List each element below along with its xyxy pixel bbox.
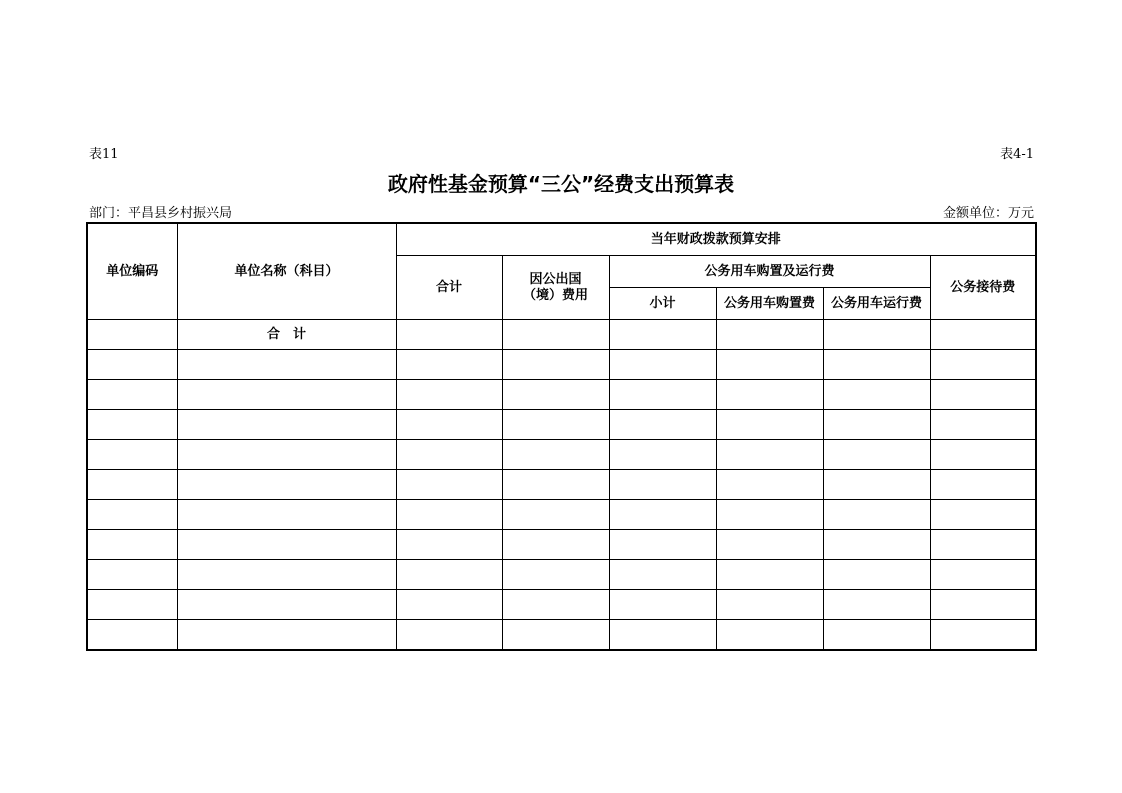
table-cell: [87, 530, 177, 560]
table-cell: [930, 530, 1036, 560]
table-row: [87, 380, 1036, 410]
table-cell: [716, 320, 823, 350]
table-row: [87, 590, 1036, 620]
table-row: [87, 560, 1036, 590]
table-cell: [716, 530, 823, 560]
header-unit-name: 单位名称（科目）: [177, 223, 396, 320]
budget-table: [86, 222, 1037, 651]
table-cell: [823, 410, 930, 440]
table-cell: [823, 380, 930, 410]
table-cell: [609, 320, 716, 350]
table-cell: [87, 590, 177, 620]
table-number: 表11: [89, 147, 119, 162]
table-cell: [502, 380, 609, 410]
table-cell: [823, 500, 930, 530]
table-cell: [87, 560, 177, 590]
table-cell: [930, 620, 1036, 651]
table-cell: [502, 470, 609, 500]
table-cell: [396, 590, 502, 620]
page-title: 政府性基金预算“三公”经费支出预算表: [387, 172, 735, 196]
table-cell: [930, 470, 1036, 500]
table-cell: [396, 410, 502, 440]
table-cell: [609, 560, 716, 590]
table-cell: [716, 560, 823, 590]
table-cell: [502, 440, 609, 470]
header-unit-code: 单位编码: [87, 223, 177, 320]
table-cell: [502, 350, 609, 380]
form-number: 表4-1: [1000, 147, 1034, 162]
table-cell: [177, 380, 396, 410]
table-cell: [177, 440, 396, 470]
table-cell: [716, 590, 823, 620]
table-row: [87, 620, 1036, 651]
table-cell: [823, 590, 930, 620]
table-cell: [396, 560, 502, 590]
table-cell: [930, 320, 1036, 350]
table-row: [87, 500, 1036, 530]
table-cell: [716, 500, 823, 530]
table-cell: [930, 410, 1036, 440]
department-label: 部门：平昌县乡村振兴局: [89, 206, 233, 221]
table-row: [87, 440, 1036, 470]
table-cell: [823, 440, 930, 470]
table-cell: [502, 620, 609, 651]
table-cell: [716, 410, 823, 440]
table-cell: [177, 350, 396, 380]
table-cell: [716, 440, 823, 470]
table-row: [87, 410, 1036, 440]
table-cell: [177, 500, 396, 530]
table-cell: [502, 560, 609, 590]
table-cell: [502, 320, 609, 350]
table-cell: [930, 380, 1036, 410]
table-cell: [396, 530, 502, 560]
table-cell: [609, 410, 716, 440]
table-cell: [396, 320, 502, 350]
table-cell: [609, 620, 716, 651]
table-cell: [502, 410, 609, 440]
header-subtotal: 小计: [609, 288, 716, 320]
table-cell: [502, 530, 609, 560]
table-cell: [930, 560, 1036, 590]
table-row-total: [87, 320, 1036, 350]
table-cell: [87, 470, 177, 500]
header-vehicle-operation: 公务用车运行费: [823, 288, 930, 320]
table-cell: [396, 620, 502, 651]
table-cell: [177, 470, 396, 500]
table-cell: [930, 500, 1036, 530]
header-current-year-group: 当年财政拨款预算安排: [396, 223, 1036, 256]
table-cell: [823, 470, 930, 500]
table-cell: [87, 320, 177, 350]
table-cell: [609, 530, 716, 560]
table-cell: [396, 500, 502, 530]
table-cell: [502, 590, 609, 620]
header-total: 合计: [396, 256, 502, 320]
table-cell: [87, 440, 177, 470]
header-reception: 公务接待费: [930, 256, 1036, 320]
header-vehicle-purchase: 公务用车购置费: [716, 288, 823, 320]
total-row-label: 合 计: [177, 320, 396, 350]
table-cell: [177, 530, 396, 560]
table-cell: [177, 410, 396, 440]
amount-unit-label: 金额单位：万元: [942, 206, 1034, 221]
table-cell: [930, 440, 1036, 470]
table-cell: [823, 320, 930, 350]
table-cell: [823, 530, 930, 560]
table-cell: [930, 590, 1036, 620]
table-cell: [87, 500, 177, 530]
table-cell: [823, 350, 930, 380]
table-cell: [177, 560, 396, 590]
table-row: [87, 470, 1036, 500]
table-cell: [87, 410, 177, 440]
table-cell: [177, 590, 396, 620]
table-cell: [716, 470, 823, 500]
table-cell: [609, 470, 716, 500]
table-cell: [609, 500, 716, 530]
table-cell: [396, 470, 502, 500]
table-cell: [396, 440, 502, 470]
table-cell: [716, 350, 823, 380]
table-row: [87, 530, 1036, 560]
table-cell: [396, 380, 502, 410]
table-cell: [823, 560, 930, 590]
table-cell: [609, 440, 716, 470]
table-cell: [502, 500, 609, 530]
header-overseas-expense: 因公出国（境）费用: [502, 256, 609, 320]
table-cell: [396, 350, 502, 380]
table-cell: [177, 620, 396, 651]
table-row: [87, 350, 1036, 380]
table-cell: [87, 380, 177, 410]
table-cell: [716, 380, 823, 410]
table-cell: [609, 590, 716, 620]
table-cell: [823, 620, 930, 651]
table-cell: [87, 350, 177, 380]
table-cell: [609, 350, 716, 380]
table-cell: [930, 350, 1036, 380]
table-cell: [87, 620, 177, 651]
header-vehicle-group: 公务用车购置及运行费: [609, 256, 930, 288]
table-cell: [716, 620, 823, 651]
table-cell: [609, 380, 716, 410]
